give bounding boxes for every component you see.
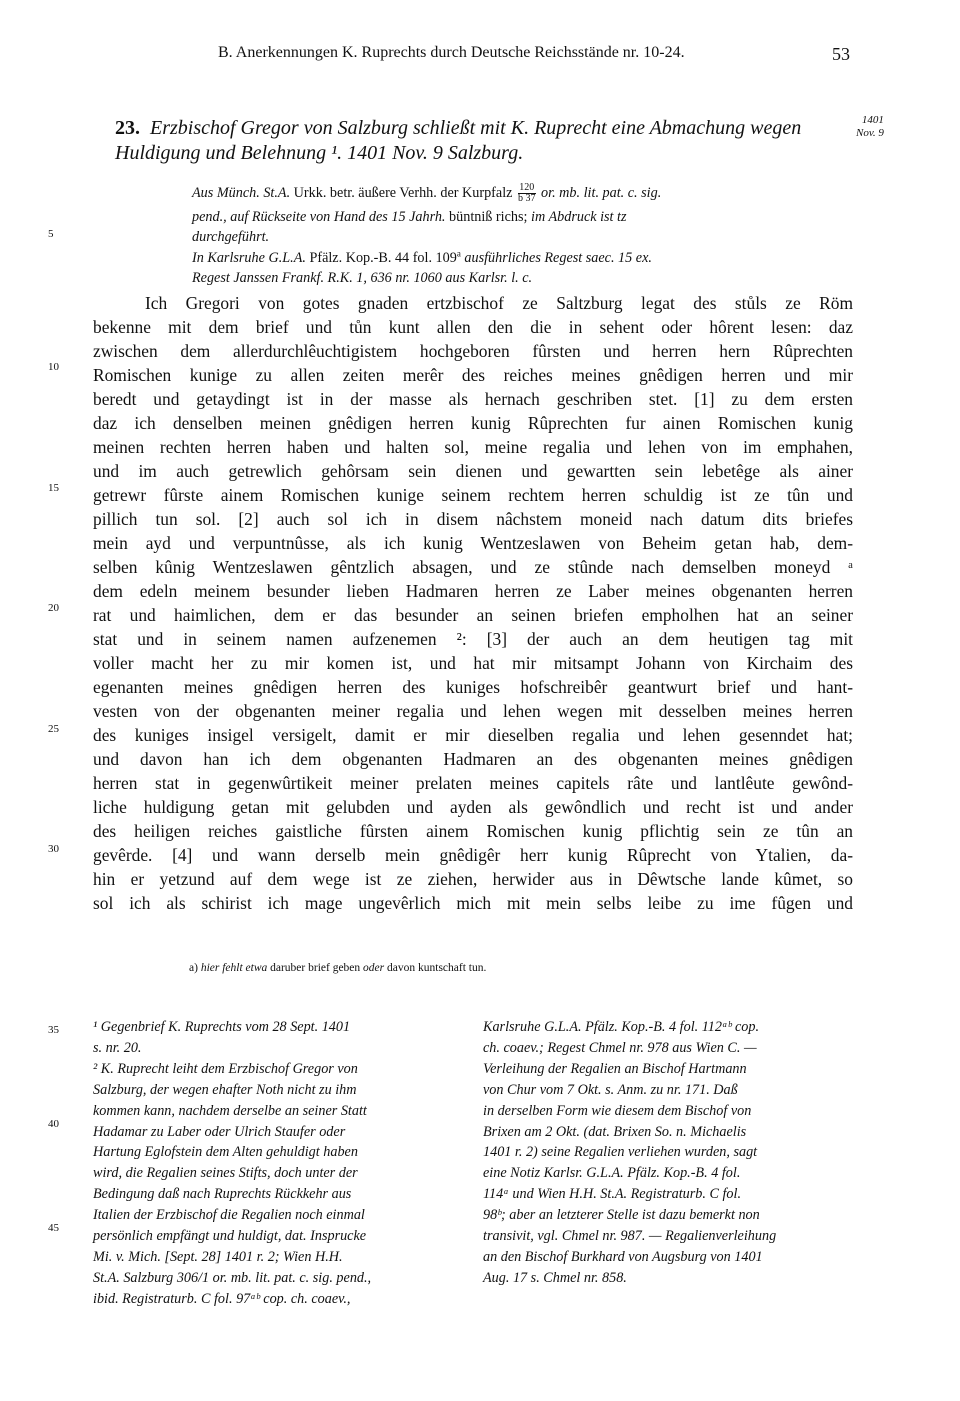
- footnote-left-line: St.A. Salzburg 306/1 or. mb. lit. pat. c. sig. pend.,: [93, 1269, 372, 1286]
- footnote-right-line: 1401 r. 2) seine Regalien verliehen wurden, sagt: [483, 1144, 758, 1161]
- footnote-right-line: von Chur vom 7 Okt. s. Anm. zu nr. 171. Daß: [483, 1081, 738, 1098]
- body-line-14: rat und haimlichen, dem er das besunder an seinen briefen empholhen hat an seiner: [93, 605, 853, 625]
- footnote-right-line: Brixen am 2 Okt. (dat. Brixen So. n. Michaelis: [483, 1123, 747, 1140]
- body-line-22: liche huldigung getan mit gelubden und ayden als gewôndlich und recht ist und ander: [93, 797, 853, 817]
- document-number: 23.: [115, 117, 140, 139]
- body-line-25: hin er yetzund auf dem wege ist ze ziehen, herwider aus in Dêwtsche lande kûmet, so: [93, 869, 853, 889]
- footnote-right-line: ch. coaev.; Regest Chmel nr. 978 aus Wien C. —: [483, 1039, 757, 1056]
- body-line-19: des kuniges insigel versigelt, damit er mir dieselben regalia und lehen gesenndet hat;: [93, 725, 853, 745]
- footnote-right-line: Karlsruhe G.L.A. Pfälz. Kop.-B. 4 fol. 112ᵃᵇ cop.: [483, 1019, 760, 1035]
- body-line-1: Ich Gregori von gotes gnaden ertzbischof ze Saltzburg legat des stůls ze Röm: [145, 293, 853, 313]
- source-archive: Aus Münch. St.A.: [192, 185, 291, 201]
- body-line-18: vesten von der obgenanten meiner regalia und lehen wegen mit desselben meines herren: [93, 701, 853, 721]
- body-line-12: selben kûnig Wentzeslawen gêntzlich absagen, und ze stûnde nach demselben moneyd ᵃ: [93, 557, 853, 577]
- apparatus-text-a: daruber brief geben: [270, 962, 361, 974]
- apparatus-text-b: davon kuntschaft tun.: [387, 962, 487, 974]
- body-line-7: meinen rechten herren haben und halten sol, meine regalia und lehen von im emphahen,: [93, 437, 853, 457]
- footnotes-right-column: [483, 1017, 853, 1289]
- footnote-left-line: Italien der Erzbischof die Regalien noch einmal: [93, 1207, 365, 1224]
- copy-shelfmark: Pfälz. Kop.-B. 44 fol. 109: [309, 250, 457, 266]
- running-title: B. Anerkennungen K. Ruprechts durch Deutsche Reichsstände nr. 10-24.: [218, 44, 685, 61]
- shelfmark-fraction: [518, 183, 536, 204]
- footnote-right-line: eine Notiz Karlsr. G.L.A. Pfälz. Kop.-B. 4 fol.: [483, 1165, 741, 1182]
- line-number-5: 5: [48, 228, 54, 240]
- source-line-1: [192, 183, 661, 204]
- body-line-2: bekenne mit dem brief und tůn kunt allen den die in sehent oder hôrent lesen: daz: [93, 317, 853, 337]
- body-line-8: und im auch getrewlich gehôrsam sein dienen und gewartten sein lebetêge als ainer: [93, 461, 853, 481]
- footnote-left-line: Mi. v. Mich. [Sept. 28] 1401 r. 2; Wien H.H.: [93, 1248, 343, 1265]
- footnote-left-line: Hartung Eglofstein dem Alten gehuldigt haben: [93, 1144, 358, 1161]
- footnote-left-line: ¹ Gegenbrief K. Ruprechts vom 28 Sept. 1401: [93, 1019, 351, 1035]
- footnotes-left-column: [93, 1017, 463, 1310]
- body-line-21: herren stat in gegenwûrtikeit meiner prelaten meines capitels râte und lantlêute gewônd-: [93, 773, 853, 793]
- source-dorsal-text: büntniß richs;: [449, 209, 528, 225]
- source-line-4: [192, 248, 652, 268]
- footnote-right-line: Aug. 17 s. Chmel nr. 858.: [483, 1269, 627, 1286]
- footnote-right-line: transivit, vgl. Chmel nr. 987. — Regalienverleihung: [483, 1228, 777, 1245]
- footnote-left-line: persönlich empfängt und huldigt, dat. Insprucke: [93, 1228, 367, 1245]
- apparatus-label: a): [189, 962, 198, 974]
- margin-date: [856, 114, 884, 140]
- critical-apparatus: [189, 962, 486, 974]
- line-number-25: 25: [48, 723, 59, 735]
- body-line-20: und davon han ich dem obgenanten Hadmaren an des obgenanten meines gnêdigen: [93, 749, 853, 769]
- body-line-9: getrewr fûrste ainem Romischen kunige seinem rechtem herren schuldig ist ze tûn und: [93, 485, 853, 505]
- footnote-left-line: kommen kann, nachdem derselbe an seiner Statt: [93, 1102, 367, 1119]
- apparatus-italic-b: oder: [363, 962, 385, 974]
- line-number-10: 10: [48, 361, 59, 373]
- margin-date-day: Nov. 9: [856, 127, 884, 139]
- footnote-left-line: ibid. Registraturb. C fol. 97ᵃᵇ cop. ch. coaev.,: [93, 1290, 351, 1307]
- document-title-line-2: Huldigung und Belehnung ¹. 1401 Nov. 9 Salzburg.: [115, 142, 524, 164]
- document-title-line-1: Erzbischof Gregor von Salzburg schließt mit K. Ruprecht eine Abmachung wegen: [150, 117, 802, 139]
- copy-archive: In Karlsruhe G.L.A.: [192, 250, 306, 266]
- footnote-right-line: Verleihung der Regalien an Bischof Hartmann: [483, 1060, 747, 1077]
- line-number-15: 15: [48, 482, 59, 494]
- source-line-5: Regest Janssen Frankf. R.K. 1, 636 nr. 1060 aus Karlsr. l. c.: [192, 270, 533, 286]
- source-line-3: durchgeführt.: [192, 229, 270, 245]
- footnote-left-line: ² K. Ruprecht leiht dem Erzbischof Gregor von: [93, 1060, 358, 1077]
- body-line-3: zwischen dem allerdurchlêuchtigistem hochgeboren fûrsten und herren hern Rûprechten: [93, 341, 853, 361]
- copy-description: ausführliches Regest saec. 15 ex.: [464, 250, 652, 266]
- line-number-30: 30: [48, 843, 59, 855]
- footnote-right-line: 98ᵇ; aber an letzterer Stelle ist dazu bemerkt non: [483, 1207, 760, 1224]
- footnote-left-line: Salzburg, der wegen ehafter Noth nicht zu ihm: [93, 1081, 357, 1098]
- body-line-24: gevêrde. [4] und wann derselb mein gnêdigêr herr kunig Rûprecht von Ytalien, da-: [93, 845, 853, 865]
- source-dorsal-note: pend., auf Rückseite von Hand des 15 Jahrh.: [192, 209, 446, 225]
- body-line-15: stat und in seinem namen aufzenemen ²: [3] der auch an dem heutigen tag mit: [93, 629, 853, 649]
- body-line-16: voller macht her zu mir komen ist, und hat mir mitsampt Johann von Kirchaim des: [93, 653, 853, 673]
- body-line-4: Romischen kunige zu allen zeiten merêr des reiches meines gnêdigen herren und mir: [93, 365, 853, 385]
- copy-shelfmark-sup: a: [456, 248, 461, 259]
- footnote-right-line: in derselben Form wie diesem dem Bischof von: [483, 1102, 752, 1119]
- footnote-right-line: 114ᵃ und Wien H.H. St.A. Registraturb. C fol.: [483, 1186, 741, 1203]
- line-number-45: 45: [48, 1222, 59, 1234]
- source-print-note: im Abdruck ist tz: [531, 209, 627, 225]
- apparatus-italic-a: hier fehlt etwa: [200, 962, 268, 974]
- body-line-6: daz ich denselben meinen gnêdigen herren kunig Rûprechten fur ainen Romischen kunig: [93, 413, 853, 433]
- footnote-left-line: Hadamar zu Laber oder Ulrich Staufer oder: [93, 1123, 346, 1140]
- footnote-right-line: an den Bischof Burkhard von Augsburg von 1401: [483, 1248, 763, 1265]
- line-number-20: 20: [48, 602, 59, 614]
- source-line-2: [192, 207, 627, 227]
- body-line-11: mein ayd und verpuntnûsse, als ich kunig Wentzeslawen von Beheim getan hab, dem-: [93, 533, 853, 553]
- body-line-23: des heiligen reiches gaistliche fûrsten ainem Romischen kunig pflichtig sein ze tûn an: [93, 821, 853, 841]
- body-line-13: dem edeln meinem besunder lieben Hadmaren herren ze Laber meines obgenanten herren: [93, 581, 853, 601]
- source-description: or. mb. lit. pat. c. sig.: [541, 185, 662, 201]
- page-number: 53: [832, 44, 850, 64]
- line-number-40: 40: [48, 1118, 59, 1130]
- footnote-left-line: wird, die Regalien seines Stifts, doch unter der: [93, 1165, 358, 1182]
- line-number-35: 35: [48, 1024, 59, 1036]
- body-line-10: pillich tun sol. [2] auch sol ich in disem nâchstem moneid nach datum dits briefes: [93, 509, 853, 529]
- footnote-left-line: Bedingung daß nach Ruprechts Rückkehr aus: [93, 1186, 352, 1203]
- body-line-17: egenanten meines gnêdigen herren des kuniges hofschreibêr geantwurt brief und hant-: [93, 677, 853, 697]
- body-line-26: sol ich als schirist ich mage ungevêrlich mich mit mein selbs leibe zu ime fûgen und: [93, 893, 853, 913]
- margin-date-year: 1401: [861, 114, 884, 126]
- document-heading: [115, 116, 801, 166]
- source-fonds: Urkk. betr. äußere Verhh. der Kurpfalz: [293, 185, 513, 201]
- shelfmark-fraction-top: 120: [519, 182, 535, 194]
- footnote-left-line: s. nr. 20.: [93, 1039, 142, 1056]
- shelfmark-fraction-bottom: b 37: [518, 193, 536, 205]
- body-line-5: beredt und getaydingt ist in der masse als hernach geschriben stet. [1] zu dem ersten: [93, 389, 853, 409]
